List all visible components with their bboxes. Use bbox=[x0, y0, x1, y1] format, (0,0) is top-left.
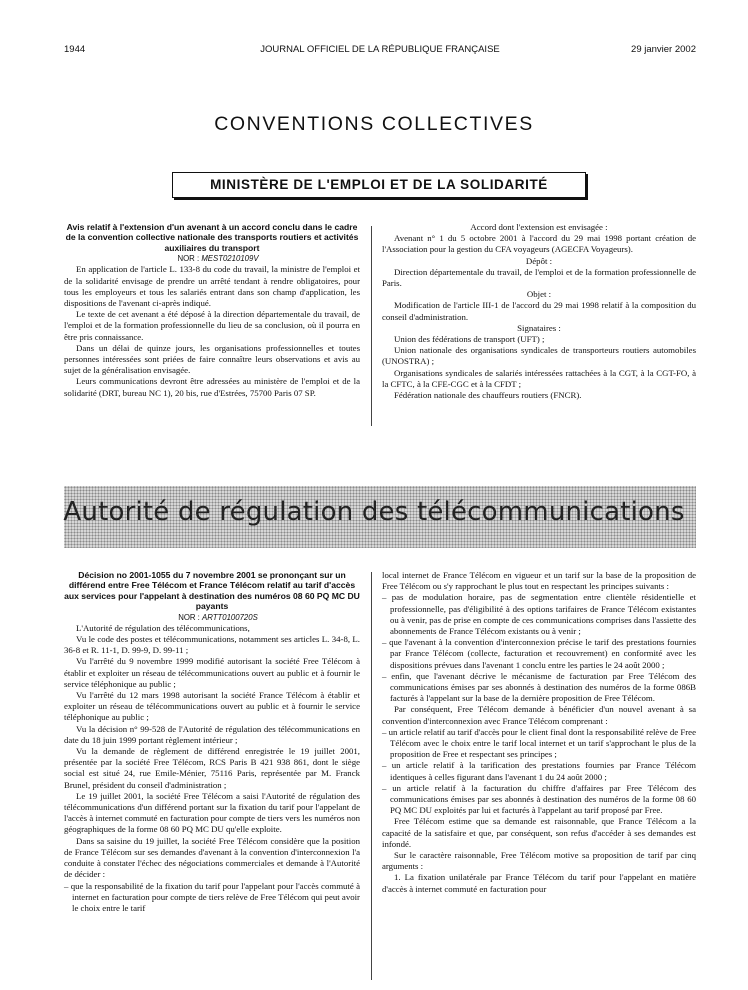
avis-heading: Avis relatif à l'extension d'un avenant à un accord conclu dans le cadre de la convention collective nationale des transports routiers et activités auxiliaires du transport bbox=[65, 222, 359, 253]
decision-paragraph: Dans sa saisine du 19 juillet, la société Free Télécom considère que la position de France Télécom sur ses demandes d'avenant à la convention d'interconnexion l'a conduite à constater l'échec des négociations commerciales et demande à l'Autorité de décider : bbox=[64, 835, 360, 880]
page-number: 1944 bbox=[64, 44, 86, 55]
signataire-item: Union des fédérations de transport (UFT) ; bbox=[394, 334, 545, 345]
decision-paragraph: L'Autorité de régulation des télécommunications, bbox=[76, 622, 250, 633]
accord-text: Avenant n° 1 du 5 octobre 2001 à l'accord du 29 mai 1998 portant création de l'Association pour la gestion du CFA voyageurs (AGECFA Voyageurs). bbox=[382, 233, 696, 255]
objet-label: Objet : bbox=[526, 289, 552, 300]
avis-paragraph: Dans un délai de quinze jours, les organisations professionnelles et toutes personnes intéressées sont priées de faire connaître leurs observations et avis au sujet de la généralisation envisagée. bbox=[64, 342, 360, 376]
decision-bullet: – que la responsabilité de la fixation du tarif pour l'appelant pour l'accès commuté à internet en facturation pour compte de tiers relève de Free Télécom qui peut avoir le choix entre le tarif bbox=[64, 880, 360, 913]
running-header bbox=[64, 44, 696, 58]
decision-bullet: – enfin, que l'avenant décrive le mécanisme de facturation par Free Télécom des communications émises par ses abonnés à destination des numéros de la forme 086B facturés à l'appelant sur la base de la dernière proposition de Free Télécom. bbox=[382, 670, 696, 704]
decision-left-column bbox=[64, 570, 360, 914]
authority-title: Autorité de régulation des télécommunications bbox=[63, 497, 685, 527]
decision-paragraph: Free Télécom estime que sa demande est raisonnable, que France Télécom a la capacité de la satisfaire et que, par conséquent, son refus d'accéder à ses demandes est infondé. bbox=[382, 816, 696, 849]
decision-paragraph: Vu l'arrêté du 12 mars 1998 autorisant la société France Télécom à établir et exploiter un réseau de télécommunications ouvert au public et à fournir le service téléphonique au public ; bbox=[64, 690, 360, 723]
decision-bullet: – un article relatif à la tarification des prestations fournies par France Télécom identiques à celles figurant dans l'avenant 1 du 24 août 2000 ; bbox=[382, 760, 696, 782]
decision-paragraph: Le 19 juillet 2001, la société Free Télécom a saisi l'Autorité de régulation des télécommunications d'un différend portant sur la fixation du tarif pour l'appelant de l'accès à internet commuté en facturation pour compte de tiers vers les numéros non géographiques de la forme 08 60 PQ MC DU qu'elle exploite. bbox=[64, 790, 360, 835]
decision-paragraph: Vu la demande de règlement de différend enregistrée le 19 juillet 2001, présentée par la société Free Télécom, RCS Paris B 421 938 861, dont le siège social est situé 24, rue Emile-Ménier, 75116 Paris, représentée par M. Franck Brunel, président du conseil d'administration ; bbox=[64, 746, 360, 790]
avis-paragraph: Leurs communications devront être adressées au ministère de l'emploi et de la solidarité (DRT, bureau NC 1), 20 bis, rue d'Estrées, 75700 Paris 07 SP. bbox=[64, 376, 360, 398]
decision-paragraph: Par conséquent, Free Télécom demande à bénéficier d'un nouvel avenant à sa convention d'interconnexion avec France Télécom comprenant : bbox=[382, 704, 696, 726]
decision-paragraph: Vu l'arrêté du 9 novembre 1999 modifié autorisant la société Free Télécom à établir et exploiter un réseau de télécommunications ouvert au public et à fournir le service téléphonique au public ; bbox=[64, 656, 360, 689]
objet-text: Modification de l'article III-1 de l'accord du 29 mai 1998 relatif à la composition du conseil d'administration. bbox=[382, 300, 696, 322]
signataires-label: Signataires : bbox=[517, 322, 561, 333]
decision-continuation: local internet de France Télécom en vigueur et un tarif sur la base de la proposition de Free Télécom ou s'y rapprochant le plus tout en respectant les principes suivants : bbox=[382, 570, 696, 592]
decision-heading: Décision no 2001-1055 du 7 novembre 2001 se prononçant sur un différend entre Free Télécom et France Télécom relatif au tarif d'accès aux services pour l'appelant à destination des numéros 08 60 PQ MC DU payants bbox=[64, 570, 360, 612]
avis-right-column bbox=[382, 222, 696, 401]
accord-label: Accord dont l'extension est envisagée : bbox=[470, 222, 608, 232]
decision-paragraph: Sur le caractère raisonnable, Free Télécom motive sa proposition de tarif par cinq arguments : bbox=[382, 850, 696, 872]
decision-nor: NOR : ARTT0100720S bbox=[178, 612, 258, 622]
signataire-item: Organisations syndicales de salariés intéressées rattachées à la CGT, à la CGT-FO, à la CFTC, à la CFE-CGC et à la CFDT ; bbox=[382, 367, 696, 389]
issue-date: 29 janvier 2002 bbox=[631, 44, 696, 55]
avis-paragraph: En application de l'article L. 133-8 du code du travail, la ministre de l'emploi et de la solidarité envisage de prendre un arrêté tendant à rendre obligatoires, pour tous les employeurs et tous les salariés entrant dans son champ d'application, les dispositions de l'avenant ci-après indiqué. bbox=[64, 264, 360, 309]
avis-nor: NOR : MEST0210109V bbox=[177, 254, 259, 264]
column-rule bbox=[371, 572, 372, 980]
decision-right-column bbox=[382, 570, 696, 895]
section-title: CONVENTIONS COLLECTIVES bbox=[214, 113, 534, 135]
ministry-box: MINISTÈRE DE L'EMPLOI ET DE LA SOLIDARITÉ bbox=[172, 172, 586, 198]
avis-paragraph: Le texte de cet avenant a été déposé à la direction départementale du travail, de l'emploi et de la formation professionnelle du lieu de sa conclusion, où il pourra en être pris connaissance. bbox=[64, 309, 360, 342]
decision-bullet: – que l'avenant à la convention d'interconnexion précise le tarif des prestations fournies par France Télécom (collecte, facturation et recouvrement) en conformité avec les dispositions prévues dans l'avenant 1 conclu entre les parties le 24 août 2000 ; bbox=[382, 637, 696, 670]
decision-paragraph: 1. La fixation unilatérale par France Télécom du tarif pour l'appelant en matière d'accès à internet commuté en facturation pour bbox=[382, 872, 696, 894]
depot-text: Direction départementale du travail, de l'emploi et de la formation professionnelle de Paris. bbox=[382, 266, 696, 289]
signataire-item: Fédération nationale des chauffeurs routiers (FNCR). bbox=[394, 390, 582, 401]
decision-bullet: – un article relatif à la facturation du chiffre d'affaires par Free Télécom des communications émises par ses abonnés à destination des numéros de la forme 08 60 PQ MC DU exploités par lui et facturés à l'appelant au tarif proposé par Free. bbox=[382, 782, 696, 816]
decision-paragraph: Vu le code des postes et télécommunications, notamment ses articles L. 34-8, L. 36-8 et R. 11-1, D. 99-9, D. 99-11 ; bbox=[64, 634, 360, 656]
avis-left-column bbox=[64, 222, 360, 399]
depot-label: Dépôt : bbox=[525, 255, 553, 266]
journal-title: JOURNAL OFFICIEL DE LA RÉPUBLIQUE FRANÇAISE bbox=[260, 44, 500, 55]
decision-bullet: – un article relatif au tarif d'accès pour le client final dont la responsabilité relève de Free Télécom avec le choix entre le tarif local internet et un tarif s'approchant le plus de la proposition de Free et respectant ses principes ; bbox=[382, 726, 696, 760]
column-rule bbox=[371, 226, 372, 426]
decision-bullet: – pas de modulation horaire, pas de segmentation entre clientèle résidentielle et professionnelle, pas d'éligibilité à des options tarifaires de France Télécom existantes ou à venir, pas de prise en compte de ces communications comprises dans l'assiette des abonnements de France Télécom existants ou à venir ; bbox=[382, 592, 696, 637]
signataire-item: Union nationale des organisations syndicales de transporteurs routiers automobiles (UNOSTRA) ; bbox=[382, 345, 696, 367]
decision-paragraph: Vu la décision n° 99-528 de l'Autorité de régulation des télécommunications en date du 18 juin 1999 portant règlement intérieur ; bbox=[64, 723, 360, 745]
